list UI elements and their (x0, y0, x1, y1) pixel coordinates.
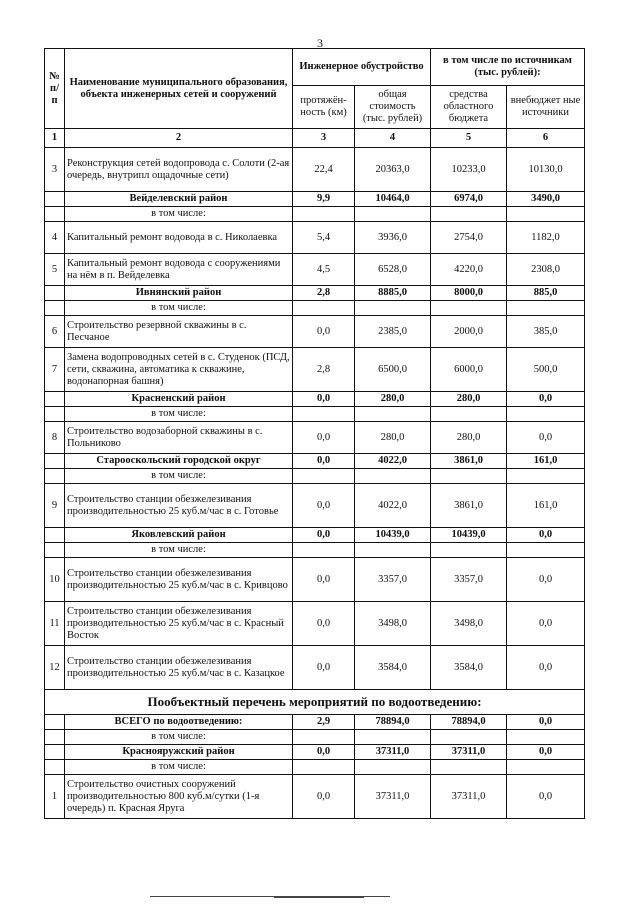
table-row (45, 484, 585, 528)
district-total: 10464,0 (355, 192, 431, 207)
district-length: 2,8 (293, 286, 355, 301)
row-number: 8 (45, 422, 65, 454)
index-cell: 5 (431, 129, 507, 148)
empty-cell (293, 760, 355, 775)
index-cell: 1 (45, 129, 65, 148)
district-length: 0,0 (293, 392, 355, 407)
row-total: 6500,0 (355, 348, 431, 392)
district-total: 4022,0 (355, 454, 431, 469)
empty-cell (293, 730, 355, 745)
row-extra: 1182,0 (507, 222, 585, 254)
footer-rule-thick (274, 896, 364, 898)
row-number: 6 (45, 316, 65, 348)
row-number: 12 (45, 646, 65, 690)
row-regional: 37311,0 (431, 775, 507, 819)
district-row (45, 745, 585, 760)
header-sources: в том числе по источникам (тыс. рублей): (431, 49, 585, 86)
row-total: 3936,0 (355, 222, 431, 254)
row-total: 3357,0 (355, 558, 431, 602)
row-number: 10 (45, 558, 65, 602)
district-row (45, 528, 585, 543)
row-length: 5,4 (293, 222, 355, 254)
empty-cell (355, 207, 431, 222)
row-extra: 0,0 (507, 602, 585, 646)
row-extra: 10130,0 (507, 148, 585, 192)
row-extra: 385,0 (507, 316, 585, 348)
district-row (45, 392, 585, 407)
district-total: 280,0 (355, 392, 431, 407)
district-total: 37311,0 (355, 745, 431, 760)
district-row (45, 192, 585, 207)
district-extra: 0,0 (507, 528, 585, 543)
sub-row (45, 207, 585, 222)
district-extra: 0,0 (507, 392, 585, 407)
row-length: 0,0 (293, 646, 355, 690)
row-extra: 0,0 (507, 775, 585, 819)
row-regional: 6000,0 (431, 348, 507, 392)
district-row (45, 454, 585, 469)
sub-row (45, 301, 585, 316)
row-number (45, 192, 65, 207)
district-name: Красненский район (65, 392, 293, 407)
empty-cell (431, 469, 507, 484)
index-cell: 4 (355, 129, 431, 148)
row-number (45, 745, 65, 760)
row-extra: 0,0 (507, 422, 585, 454)
district-regional: 8000,0 (431, 286, 507, 301)
row-regional: 280,0 (431, 422, 507, 454)
header-extra: внебюджет ные источники (507, 86, 585, 129)
header-name: Наименование муниципального образования, объекта инженерных сетей и сооружений (65, 49, 293, 129)
row-regional: 4220,0 (431, 254, 507, 286)
district-regional: 280,0 (431, 392, 507, 407)
district-length: 2,9 (293, 715, 355, 730)
empty-cell (507, 760, 585, 775)
section-title: Пообъектный перечень мероприятий по водоотведению: (45, 690, 585, 715)
district-extra: 3490,0 (507, 192, 585, 207)
district-length: 0,0 (293, 528, 355, 543)
header-regional: средства областного бюджета (431, 86, 507, 129)
empty-cell (431, 760, 507, 775)
empty-cell (355, 301, 431, 316)
row-name: Строительство станции обезжелезивания производительностью 25 куб.м/час в с. Казацкое (65, 646, 293, 690)
table-row (45, 316, 585, 348)
header-num: № п/п (45, 49, 65, 129)
row-number (45, 392, 65, 407)
empty-cell (355, 543, 431, 558)
district-regional: 6974,0 (431, 192, 507, 207)
row-number: 4 (45, 222, 65, 254)
empty-cell (507, 207, 585, 222)
infrastructure-table (44, 48, 585, 819)
district-length: 9,9 (293, 192, 355, 207)
row-number: 1 (45, 775, 65, 819)
row-length: 0,0 (293, 775, 355, 819)
table-row (45, 422, 585, 454)
row-number (45, 407, 65, 422)
row-regional: 3498,0 (431, 602, 507, 646)
row-extra: 2308,0 (507, 254, 585, 286)
subheading: в том числе: (65, 543, 293, 558)
row-length: 0,0 (293, 484, 355, 528)
subheading: в том числе: (65, 407, 293, 422)
district-extra: 0,0 (507, 715, 585, 730)
index-cell: 6 (507, 129, 585, 148)
row-number (45, 301, 65, 316)
row-regional: 3861,0 (431, 484, 507, 528)
row-length: 0,0 (293, 316, 355, 348)
row-number: 7 (45, 348, 65, 392)
district-total: 8885,0 (355, 286, 431, 301)
empty-cell (293, 543, 355, 558)
row-number (45, 730, 65, 745)
row-number (45, 469, 65, 484)
row-name: Строительство станции обезжелезивания производительностью 25 куб.м/час в с. Кривцово (65, 558, 293, 602)
row-total: 6528,0 (355, 254, 431, 286)
row-total: 280,0 (355, 422, 431, 454)
empty-cell (507, 543, 585, 558)
row-regional: 2000,0 (431, 316, 507, 348)
district-name: Краснояружский район (65, 745, 293, 760)
empty-cell (293, 407, 355, 422)
district-total: 10439,0 (355, 528, 431, 543)
table-row (45, 775, 585, 819)
row-total: 2385,0 (355, 316, 431, 348)
row-regional: 10233,0 (431, 148, 507, 192)
header-infra: Инженерное обустройство (293, 49, 431, 86)
district-extra: 161,0 (507, 454, 585, 469)
sub-row (45, 543, 585, 558)
district-extra: 0,0 (507, 745, 585, 760)
row-total: 20363,0 (355, 148, 431, 192)
row-total: 3498,0 (355, 602, 431, 646)
row-total: 3584,0 (355, 646, 431, 690)
row-extra: 500,0 (507, 348, 585, 392)
row-number (45, 528, 65, 543)
sub-row (45, 469, 585, 484)
subheading: в том числе: (65, 301, 293, 316)
empty-cell (355, 407, 431, 422)
row-regional: 2754,0 (431, 222, 507, 254)
index-cell: 3 (293, 129, 355, 148)
row-name: Строительство резервной скважины в с. Песчаное (65, 316, 293, 348)
empty-cell (507, 407, 585, 422)
table-row (45, 222, 585, 254)
district-length: 0,0 (293, 745, 355, 760)
row-length: 2,8 (293, 348, 355, 392)
row-number: 9 (45, 484, 65, 528)
row-extra: 161,0 (507, 484, 585, 528)
table-row (45, 348, 585, 392)
empty-cell (355, 760, 431, 775)
sub-row (45, 760, 585, 775)
table-row (45, 558, 585, 602)
empty-cell (507, 469, 585, 484)
row-total: 4022,0 (355, 484, 431, 528)
district-total: 78894,0 (355, 715, 431, 730)
empty-cell (431, 301, 507, 316)
sub-row (45, 407, 585, 422)
row-name: Капитальный ремонт водовода в с. Николаевка (65, 222, 293, 254)
row-length: 4,5 (293, 254, 355, 286)
district-name: Вейделевский район (65, 192, 293, 207)
table-row (45, 602, 585, 646)
district-regional: 10439,0 (431, 528, 507, 543)
empty-cell (293, 469, 355, 484)
district-regional: 3861,0 (431, 454, 507, 469)
row-name: Строительство станции обезжелезивания производительностью 25 куб.м/час в с. Красный Восток (65, 602, 293, 646)
empty-cell (431, 407, 507, 422)
sub-row (45, 730, 585, 745)
table-row (45, 148, 585, 192)
district-name: Яковлевский район (65, 528, 293, 543)
row-regional: 3357,0 (431, 558, 507, 602)
row-name: Капитальный ремонт водовода с сооружениями на нём в п. Вейделевка (65, 254, 293, 286)
subheading: в том числе: (65, 760, 293, 775)
table-row (45, 646, 585, 690)
row-number (45, 543, 65, 558)
district-name: ВСЕГО по водоотведению: (65, 715, 293, 730)
subheading: в том числе: (65, 469, 293, 484)
index-cell: 2 (65, 129, 293, 148)
page-number: 3 (317, 36, 323, 50)
empty-cell (431, 543, 507, 558)
row-regional: 3584,0 (431, 646, 507, 690)
row-total: 37311,0 (355, 775, 431, 819)
empty-cell (355, 469, 431, 484)
empty-cell (355, 730, 431, 745)
empty-cell (431, 207, 507, 222)
row-number (45, 286, 65, 301)
row-number: 11 (45, 602, 65, 646)
header-length: протяжён-ность (км) (293, 86, 355, 129)
row-name: Строительство водозаборной скважины в с. Польниково (65, 422, 293, 454)
row-name: Строительство очистных сооружений производительностью 800 куб.м/сутки (1-я очередь) п. Красная Яруга (65, 775, 293, 819)
empty-cell (293, 207, 355, 222)
row-extra: 0,0 (507, 646, 585, 690)
row-name: Замена водопроводных сетей в с. Студенок (ПСД, сети, скважина, автоматика к скважине, водонапорная башня) (65, 348, 293, 392)
row-number (45, 715, 65, 730)
district-row (45, 715, 585, 730)
row-number (45, 207, 65, 222)
district-length: 0,0 (293, 454, 355, 469)
row-number: 3 (45, 148, 65, 192)
subheading: в том числе: (65, 207, 293, 222)
header-total: общая стоимость (тыс. рублей) (355, 86, 431, 129)
table-row (45, 254, 585, 286)
row-length: 0,0 (293, 558, 355, 602)
row-name: Реконструкция сетей водопровода с. Солоти (2-ая очередь, внутрипл ощадочные сети) (65, 148, 293, 192)
district-regional: 37311,0 (431, 745, 507, 760)
district-name: Ивнянский район (65, 286, 293, 301)
district-extra: 885,0 (507, 286, 585, 301)
row-extra: 0,0 (507, 558, 585, 602)
district-row (45, 286, 585, 301)
subheading: в том числе: (65, 730, 293, 745)
row-length: 22,4 (293, 148, 355, 192)
district-name: Старооскольский городской округ (65, 454, 293, 469)
row-name: Строительство станции обезжелезивания производительностью 25 куб.м/час в с. Готовье (65, 484, 293, 528)
section-row (45, 690, 585, 715)
district-regional: 78894,0 (431, 715, 507, 730)
row-length: 0,0 (293, 602, 355, 646)
row-number (45, 454, 65, 469)
row-number: 5 (45, 254, 65, 286)
row-number (45, 760, 65, 775)
empty-cell (507, 730, 585, 745)
empty-cell (431, 730, 507, 745)
empty-cell (507, 301, 585, 316)
empty-cell (293, 301, 355, 316)
table-body (45, 148, 585, 819)
row-length: 0,0 (293, 422, 355, 454)
